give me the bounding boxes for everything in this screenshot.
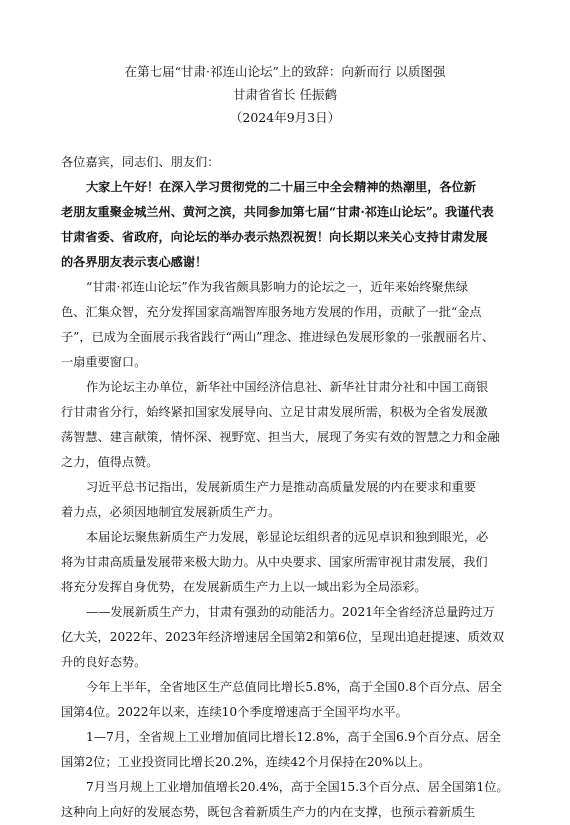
- text-line: 行甘肃省分行，始终紧扣国家发展导向、立足甘肃发展所需，积极为全省发展激: [61, 405, 488, 419]
- text-line: 本届论坛聚焦新质生产力发展，彰显论坛组织者的远见卓识和独到眼光，必: [86, 530, 489, 544]
- text-line: 升的良好态势。: [61, 655, 147, 669]
- document-title: 在第七届“甘肃·祁连山论坛”上的致辞：向新而行 以质图强: [124, 64, 446, 79]
- text-line: 大家上午好！在深入学习贯彻党的二十届三中全会精神的热潮里，各位新: [86, 180, 476, 194]
- text-line: 着力点，必须因地制宜发展新质生产力。: [61, 505, 281, 519]
- text-line: 国第4位。2022年以来，连续10个季度增速高于全国平均水平。: [61, 705, 408, 719]
- text-line: 亿大关，2022年、2023年经济增速居全国第2和第6位，呈现出追赶提速、质效双: [61, 630, 505, 644]
- document-author: 甘肃省省长 任振鹤: [233, 87, 337, 102]
- text-line: 这种向上向好的发展态势，既包含着新质生产力的内在支撑，也预示着新质生: [61, 805, 476, 819]
- text-line: 今年上半年，全省地区生产总值同比增长5.8%，高于全国0.8个百分点、居全: [86, 680, 502, 694]
- document-date: （2024年9月3日）: [229, 110, 341, 125]
- text-line: 7月当月规上工业增加值增长20.4%，高于全国15.3个百分点、居全国第1位。: [86, 780, 509, 794]
- text-line: 将为甘肃高质量发展带来极大助力。从中央要求、国家所需审视甘肃发展，我们: [61, 555, 488, 569]
- text-line: 老朋友重聚金城兰州、黄河之滨，共同参加第七届“甘肃·祁连山论坛”。我谨代表: [61, 205, 494, 219]
- text-line: 的各界朋友表示衷心感谢！: [61, 255, 208, 269]
- text-line: 国第2位；工业投资同比增长20.2%，连续42个月保持在20%以上。: [61, 755, 431, 769]
- text-line: “甘肃·祁连山论坛”作为我省颇具影响力的论坛之一，近年来始终聚焦绿: [86, 280, 468, 294]
- text-line: 子”，已成为全面展示我省践行“两山”理念、推进绿色发展形象的一张靓丽名片、: [61, 330, 495, 344]
- text-line: 习近平总书记指出，发展新质生产力是推动高质量发展的内在要求和重要: [86, 480, 476, 494]
- document-header: [0, 60, 570, 129]
- text-line: 之力，值得点赞。: [61, 455, 159, 469]
- salutation: 各位嘉宾，同志们、朋友们：: [61, 155, 220, 169]
- text-line: 将充分发挥自身优势，在发展新质生产力上以一域出彩为全局添彩。: [61, 580, 427, 594]
- text-line: 1—7月，全省规上工业增加值同比增长12.8%，高于全国6.9个百分点、居全: [86, 730, 501, 744]
- text-line: 色、汇集众智，充分发挥国家高端智库服务地方发展的作用，贡献了一批“金点: [61, 305, 482, 319]
- text-line: 一扇重要窗口。: [61, 355, 147, 369]
- text-line: 荡智慧、建言献策，情怀深、视野宽、担当大，展现了务实有效的智慧之力和金融: [61, 430, 500, 444]
- text-line: ——发展新质生产力，甘肃有强劲的动能活力。2021年全省经济总量跨过万: [86, 605, 495, 619]
- document-body: [61, 150, 516, 825]
- text-line: 作为论坛主办单位，新华社中国经济信息社、新华社甘肃分社和中国工商银: [86, 380, 489, 394]
- text-line: 甘肃省委、省政府，向论坛的举办表示热烈祝贺！向长期以来关心支持甘肃发展: [61, 230, 488, 244]
